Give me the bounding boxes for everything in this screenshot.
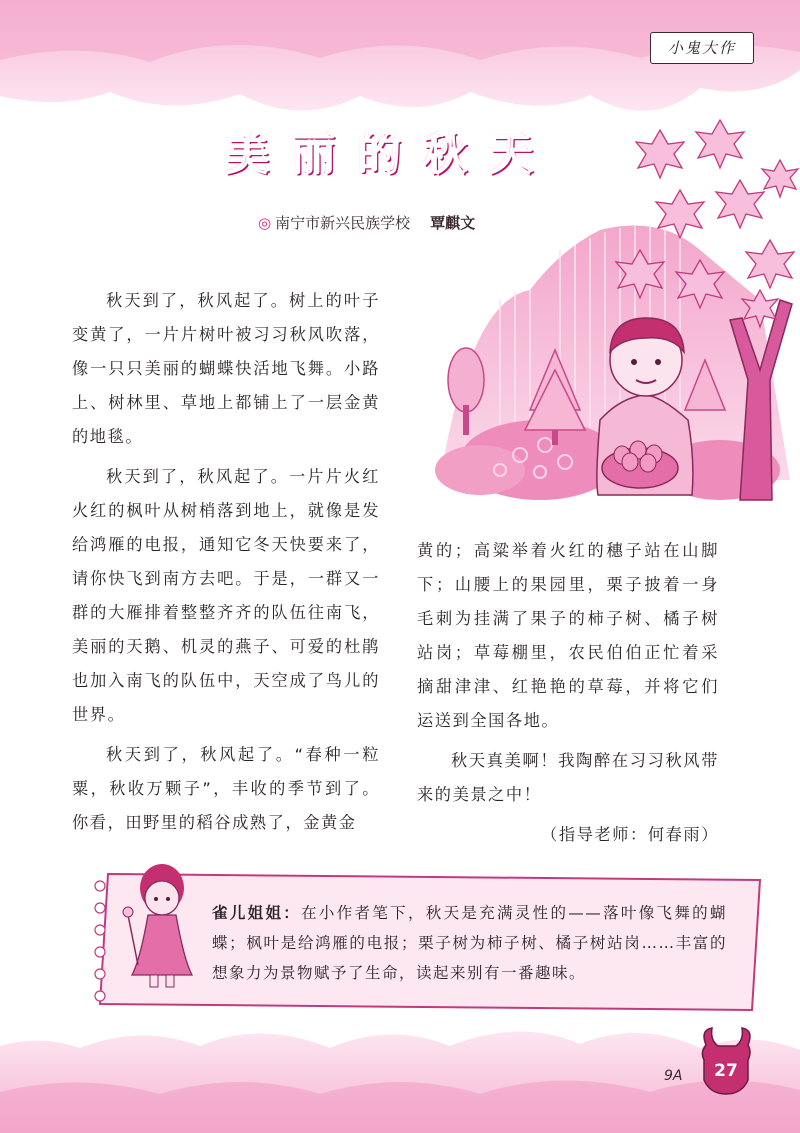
- paragraph-2: 秋天到了，秋风起了。一片片火红火红的枫叶从树梢落到地上，就像是发给鸿雁的电报，通知它冬天快要来了，请你快飞到南方去吧。于是，一群又一群的大雁排着整整齐齐的队伍往南飞，美丽的天鹅、机灵的燕子、可爱的杜鹃也加入南飞的队伍中，天空成了鸟儿的世界。: [72, 467, 380, 724]
- issue-month: 9A: [664, 1068, 683, 1084]
- comment-body: 在小作者笔下，秋天是充满灵性的——落叶像飞舞的蝴蝶；枫叶是给鸿雁的电报；栗子树为柿子树、橘子树站岗……丰富的想象力为景物赋予了生命，读起来别有一番趣味。: [212, 904, 727, 982]
- comment-text: [212, 898, 727, 988]
- article-body-right: [417, 534, 719, 858]
- article-title: 美丽的秋天: [225, 129, 555, 180]
- article-body-left: [72, 284, 380, 846]
- section-tag: 小鬼大作: [650, 32, 754, 64]
- school-name: 南宁市新兴民族学校: [275, 214, 411, 232]
- flower-mark-icon: ◎: [258, 214, 272, 232]
- paragraph-1: 秋天到了，秋风起了。树上的叶子变黄了，一片片树叶被习习秋风吹落，像一只只美丽的蝴蝶快活地飞舞。小路上、树林里、草地上都铺上了一层金黄的地毯。: [72, 291, 380, 446]
- instructor-credit: （指导老师：何春雨）: [541, 825, 719, 844]
- author-name: 覃麒文: [430, 214, 476, 232]
- paragraph-3: 秋天到了，秋风起了。“春种一粒粟，秋收万颗子”，丰收的季节到了。你看，田野里的稻谷成熟了，金黄金: [72, 745, 380, 832]
- page-number: 27: [714, 1061, 738, 1081]
- paragraph-3-continued: 黄的；高粱举着火红的穗子站在山脚下；山腰上的果园里，栗子披着一身毛刺为挂满了果子的柿子树、橘子树站岗；草莓棚里，农民伯伯正忙着采摘甜津津、红艳艳的草莓，并将它们运送到全国各地。: [417, 541, 719, 730]
- paragraph-4: 秋天真美啊！我陶醉在习习秋风带来的美景之中！: [417, 751, 719, 804]
- byline: [258, 212, 475, 233]
- comment-speaker: 雀儿姐姐：: [212, 904, 302, 922]
